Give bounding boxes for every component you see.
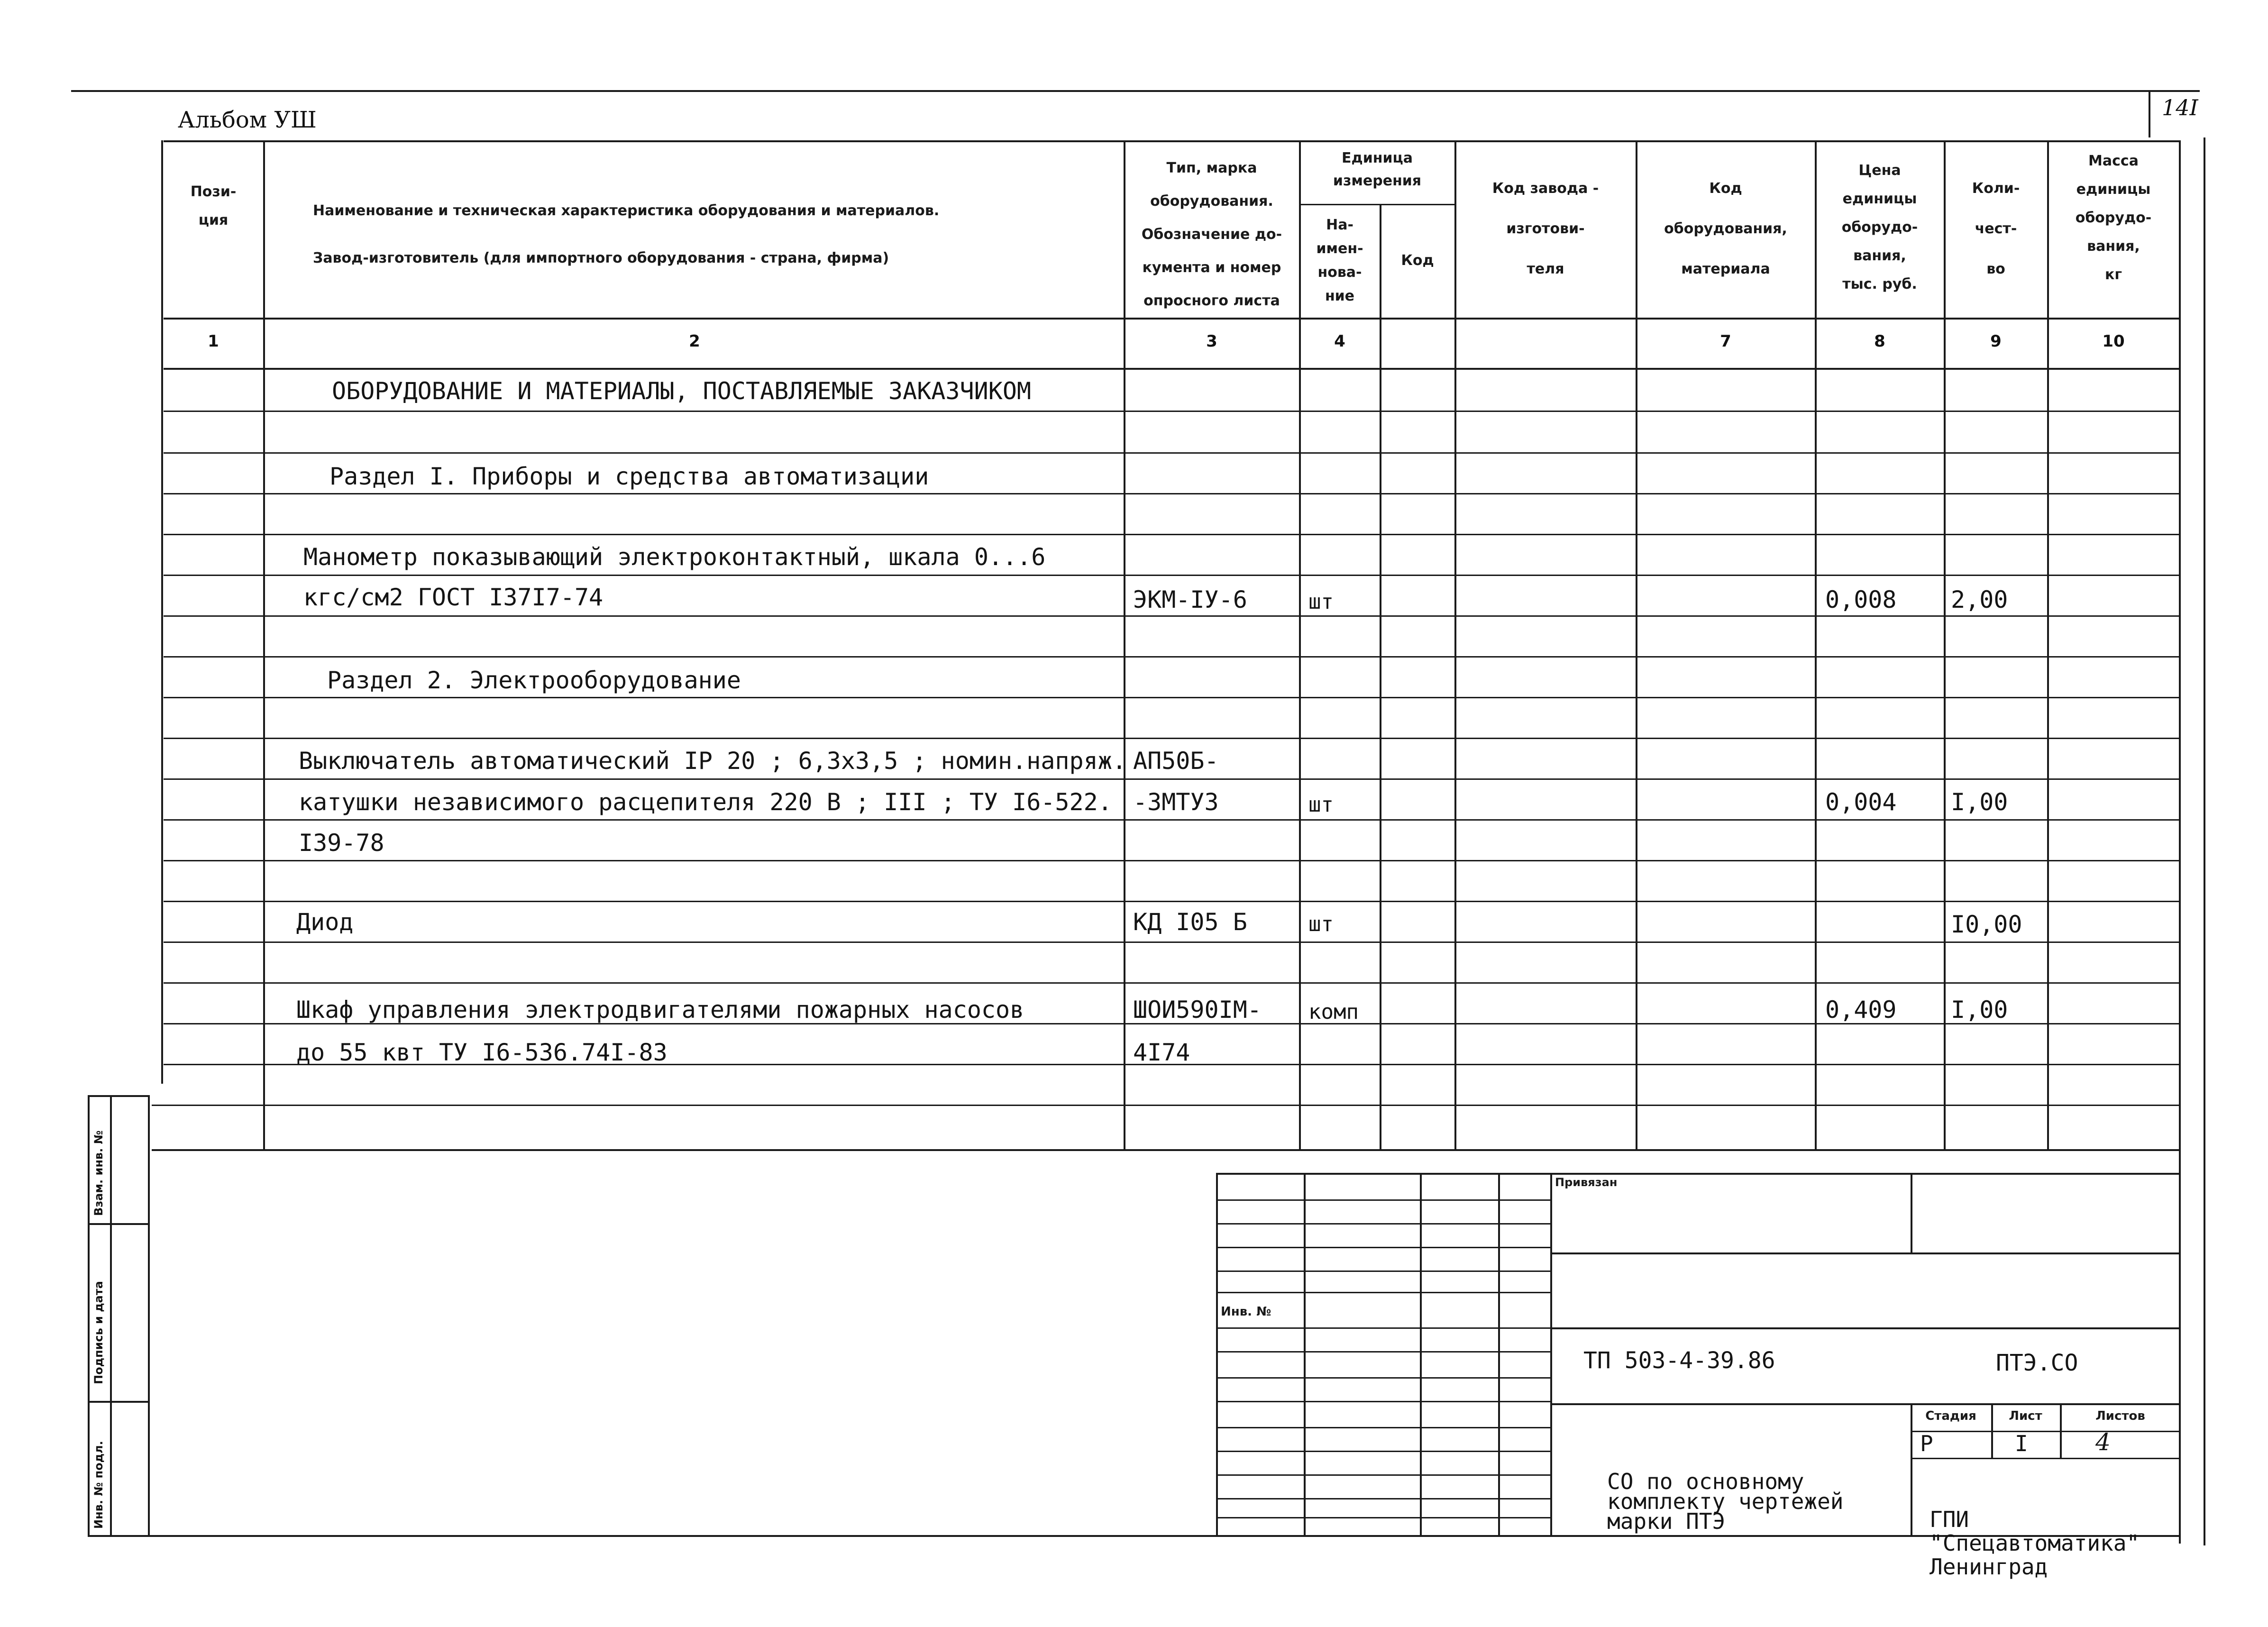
sheet-label: Лист (2009, 1409, 2042, 1423)
row-line (164, 901, 2181, 902)
frame-bottom (88, 1535, 2181, 1537)
rev-row (1216, 1351, 1550, 1353)
strip-edge (148, 1095, 150, 1536)
organization: ГПИ "Спецавтоматика" Ленинград (1930, 1507, 2140, 1580)
stage-divider (1911, 1403, 1912, 1536)
row-line (164, 615, 2181, 617)
rev-row (1216, 1517, 1550, 1518)
rev-col (1498, 1173, 1500, 1536)
header-unit-group: Единица измерения (1333, 150, 1422, 189)
column-number: 3 (1206, 332, 1217, 351)
price-cell: 0,004 (1825, 788, 1897, 816)
row-line (164, 411, 2181, 412)
header-mass: Масса единицы оборудо- вания, кг (2075, 153, 2152, 283)
table-row: I39-78 (299, 829, 384, 857)
qty-cell: I,00 (1951, 996, 2008, 1024)
type-cell: ШОИ590IМ- (1133, 996, 1262, 1024)
row-line (164, 738, 2181, 739)
row-line (152, 1105, 2181, 1106)
privyazan-divider (1911, 1173, 1912, 1253)
page-number-divider (2149, 90, 2150, 137)
table-row: Раздел 2. Электрооборудование (327, 667, 741, 694)
rev-row (1216, 1327, 1550, 1329)
column-number: 7 (1720, 332, 1731, 351)
table-row: Выключатель автоматический IP 20 ; 6,3x3,5 ; номин.напряж. (299, 747, 1126, 775)
table-row: до 55 квт ТУ I6-536.74I-83 (296, 1039, 668, 1066)
row-line (164, 452, 2181, 454)
rev-row (1216, 1377, 1550, 1379)
header-quantity: Коли- чест- во (1972, 180, 2020, 277)
header-equipment-code: Код оборудования, материала (1664, 180, 1787, 277)
table-row: Диод (296, 908, 354, 936)
right-margin-line (2204, 137, 2205, 1545)
col-line-5 (1454, 140, 1456, 1150)
rev-row (1216, 1401, 1550, 1402)
row-line (164, 982, 2181, 984)
column-number: 9 (1990, 332, 2002, 351)
header-unit-code: Код (1401, 252, 1434, 269)
row-line (164, 819, 2181, 821)
rev-row (1216, 1199, 1550, 1201)
row-line (164, 575, 2181, 576)
qty-cell: I,00 (1951, 788, 2008, 816)
strip-top (88, 1095, 149, 1097)
column-number: 10 (2102, 332, 2125, 351)
stamp-top (1216, 1173, 2181, 1175)
unit-group-divider (1300, 204, 1454, 205)
column-number: 1 (208, 332, 219, 351)
unit-cell: шт (1308, 590, 1334, 614)
rev-row (1216, 1223, 1550, 1225)
colnum-bottom (164, 368, 2181, 370)
type-cell: КД I05 Б (1133, 908, 1247, 936)
table-top (164, 140, 2181, 142)
row-line (164, 778, 2181, 780)
page-number: 14I (2162, 95, 2198, 120)
doc-mark: ПТЭ.СО (1996, 1350, 2078, 1376)
header-unit-name: На- имен- нова- ние (1316, 217, 1363, 304)
table-row: ОБОРУДОВАНИЕ И МАТЕРИАЛЫ, ПОСТАВЛЯЕМЫЕ ЗАКАЗЧИКОМ (332, 377, 1032, 405)
type-cell: 4I74 (1133, 1039, 1190, 1066)
table-bottom (152, 1149, 2181, 1151)
side-label-inv-original: Инв. № подл. (92, 1441, 105, 1529)
rev-row (1216, 1247, 1550, 1248)
column-number: 4 (1334, 332, 1345, 351)
table-row: Раздел I. Приборы и средства автоматизации (329, 463, 929, 490)
stamp-left (1216, 1173, 1218, 1536)
inv-no-label: Инв. № (1221, 1305, 1271, 1319)
rev-row (1216, 1451, 1550, 1452)
table-row: кгс/см2 ГОСТ I37I7-74 (303, 584, 604, 611)
album-label: Альбом УШ (178, 107, 317, 133)
side-label-replace-inv: Взам. инв. № (92, 1130, 105, 1216)
rev-row (1216, 1271, 1550, 1272)
rev-row (1216, 1498, 1550, 1499)
price-cell: 0,409 (1825, 996, 1897, 1024)
unit-cell: шт (1308, 912, 1334, 936)
stage-row (1911, 1431, 2181, 1432)
price-cell: 0,008 (1825, 586, 1897, 613)
col-line-1 (263, 140, 265, 1150)
row-line (164, 534, 2181, 535)
strip-outer (88, 1095, 90, 1536)
table-right (2179, 140, 2181, 1544)
type-cell: -3МТУЗ (1133, 788, 1219, 816)
side-label-signature-date: Подпись и дата (92, 1281, 105, 1384)
col-line-8 (1944, 140, 1946, 1150)
table-row: Манометр показывающий электроконтактный, шкала 0...6 (303, 543, 1046, 571)
doc-title: СО по основному комплекту чертежей марки ПТЭ (1607, 1469, 1844, 1534)
stage-value: Р (1920, 1431, 1933, 1456)
stamp-row (1550, 1327, 2181, 1329)
header-price: Цена единицы оборудо- вания, тыс. руб. (1841, 162, 1918, 292)
sheets-label: Листов (2095, 1409, 2145, 1423)
rev-col (1550, 1173, 1552, 1536)
col-line-4 (1380, 204, 1381, 1150)
strip-divider (88, 1223, 149, 1225)
header-bottom (164, 318, 2181, 320)
col-line-6 (1636, 140, 1637, 1150)
header-manufacturer-code: Код завода - изготови- теля (1492, 180, 1599, 277)
unit-cell: комп (1308, 1000, 1359, 1024)
rev-row (1216, 1292, 1550, 1293)
doc-code: ТП 503-4-39.86 (1583, 1347, 1775, 1374)
unit-cell: шт (1308, 793, 1334, 817)
qty-cell: 2,00 (1951, 586, 2008, 613)
table-row: Шкаф управления электродвигателями пожарных насосов (296, 996, 1024, 1024)
rev-col (1420, 1173, 1422, 1536)
header-name: Наименование и техническая характеристика оборудования и материалов. Завод-изготовитель (для импортного оборудования - страна, фирма) (313, 202, 940, 266)
strip-divider (88, 1401, 149, 1403)
strip-inner (110, 1095, 112, 1536)
row-line (164, 656, 2181, 658)
privyazan-label: Привязан (1555, 1176, 1618, 1189)
column-number: 2 (689, 332, 700, 351)
stage-label: Стадия (1925, 1409, 1976, 1423)
table-row: катушки независимого расцепителя 220 В ; III ; ТУ I6-522. (299, 788, 1112, 816)
stamp-row (1550, 1252, 2181, 1254)
col-line-9 (2047, 140, 2049, 1150)
stage-row (1911, 1458, 2181, 1459)
header-type: Тип, марка оборудования. Обозначение до- кумента и номер опросного листа (1141, 160, 1282, 309)
rev-col (1304, 1173, 1306, 1536)
row-line (164, 941, 2181, 943)
row-line (164, 493, 2181, 494)
stamp-row (1550, 1403, 2181, 1405)
header-position: Пози- ция (190, 183, 237, 229)
sheet-value: I (2015, 1431, 2028, 1456)
qty-cell: I0,00 (1951, 911, 2022, 938)
sheets-value: 4 (2095, 1428, 2111, 1456)
rev-row (1216, 1427, 1550, 1428)
top-border (71, 90, 2200, 92)
type-cell: АП50Б- (1133, 747, 1219, 775)
type-cell: ЭКМ-IУ-6 (1133, 586, 1247, 613)
rev-row (1216, 1474, 1550, 1476)
row-line (164, 860, 2181, 861)
table-left (161, 140, 163, 1084)
row-line (164, 697, 2181, 698)
column-number: 8 (1874, 332, 1885, 351)
